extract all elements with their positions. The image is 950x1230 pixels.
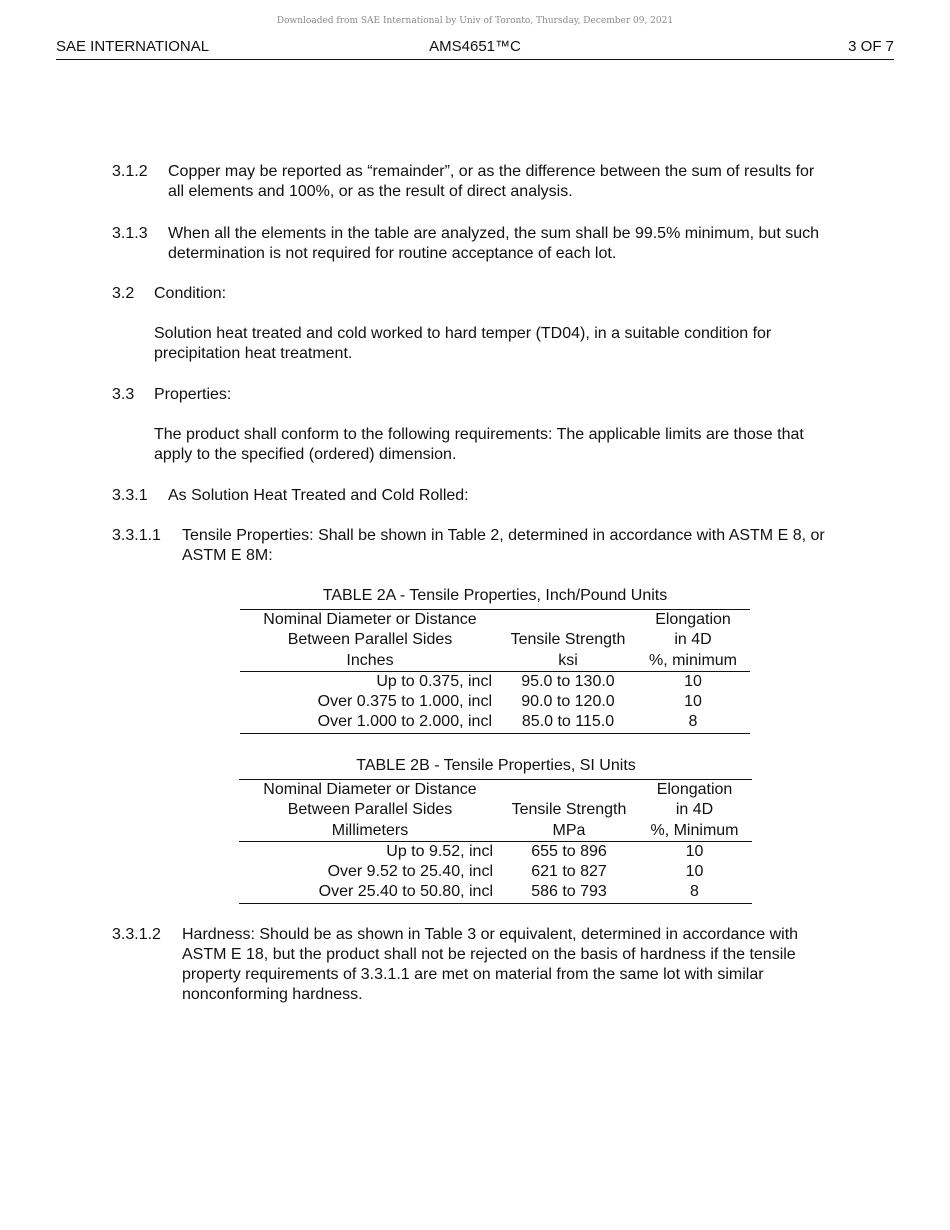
section-text-line: Tensile Properties: Shall be shown in Table 2, determined in accordance with ASTM E 8, or [182,527,825,544]
section-text-line: apply to the specified (ordered) dimension. [154,446,457,463]
header-cell: in 4D [674,631,712,649]
header-cell: Tensile Strength [511,801,627,819]
section-3-2 [112,284,902,304]
section-number: 3.3 [112,386,135,403]
elongation-cell: 10 [685,863,704,881]
table-header-row [240,630,750,650]
section-heading: Properties: [154,386,232,403]
section-text-line: Hardness: Should be as shown in Table 3 or equivalent, determined in accordance with [182,926,799,943]
header-cell: ksi [500,651,636,672]
table-row [239,841,752,862]
section-text-line: ASTM E 18, but the product shall not be rejected on the basis of hardness if the tensile [182,946,796,963]
header-cell [500,610,636,631]
section-3-3-1 [112,486,902,506]
table-row [239,862,752,882]
section-3-2-body [154,324,914,364]
table-row [240,692,750,712]
tensile-cell: 655 to 896 [531,842,607,860]
table-header-row [239,800,752,820]
table-row [239,882,752,903]
header-cell: Between Parallel Sides [287,801,453,819]
section-number: 3.1.3 [112,225,148,242]
section-heading: As Solution Heat Treated and Cold Rolled: [168,487,469,504]
size-cell: Over 9.52 to 25.40, incl [327,863,493,881]
table-header-row [240,651,750,672]
section-text-line: precipitation heat treatment. [154,345,353,362]
section-text-line: The product shall conform to the following requirements: The applicable limits are those that [154,426,804,443]
header-org: SAE INTERNATIONAL [56,38,210,55]
header-cell: Between Parallel Sides [287,631,453,649]
section-3-3-1-2 [112,925,902,1005]
table-2b-title: TABLE 2B - Tensile Properties, SI Units [356,757,636,774]
table-row [240,671,750,692]
header-cell: %, minimum [636,651,750,672]
elongation-cell: 10 [684,693,702,711]
section-number: 3.3.1.2 [112,926,161,943]
section-3-3 [112,385,902,405]
section-text-line: Solution heat treated and cold worked to hard temper (TD04), in a suitable condition for [154,325,772,342]
section-3-1-3 [112,224,902,264]
header-page-number: 3 OF 7 [848,38,894,55]
size-cell: Up to 9.52, incl [386,842,493,860]
section-text-line: Copper may be reported as “remainder”, or as the difference between the sum of results for [168,163,815,180]
table-2a [240,609,750,734]
section-text-line: determination is not required for routine acceptance of each lot. [168,245,617,262]
elongation-cell: 8 [688,713,698,731]
section-text-line: When all the elements in the table are analyzed, the sum shall be 99.5% minimum, but such [168,225,820,242]
header-cell: Inches [240,651,500,672]
header-cell: Elongation [656,781,733,798]
header-doc-number: AMS4651™C [429,38,521,55]
size-cell: Over 25.40 to 50.80, incl [318,883,493,901]
section-number: 3.2 [112,285,135,302]
page-header [56,38,894,60]
size-cell: Up to 0.375, incl [376,672,492,690]
section-3-3-1-1 [112,526,902,566]
tensile-cell: 586 to 793 [531,883,607,901]
elongation-cell: 8 [690,883,699,901]
table-header-row [240,610,750,631]
section-number: 3.3.1 [112,487,148,504]
section-text-line: nonconforming hardness. [182,986,363,1003]
section-text-line: property requirements of 3.3.1.1 are met on material from the same lot with similar [182,966,764,983]
header-cell: Tensile Strength [510,631,626,649]
tensile-cell: 90.0 to 120.0 [521,693,615,711]
section-number: 3.3.1.1 [112,527,161,544]
section-3-3-body [154,425,914,465]
table-row [240,712,750,733]
tensile-cell: 621 to 827 [531,863,607,881]
download-watermark: Downloaded from SAE International by Univ of Toronto, Thursday, December 09, 2021 [276,16,674,26]
section-number: 3.1.2 [112,163,148,180]
header-cell [501,780,637,801]
section-heading: Condition: [154,285,227,302]
size-cell: Over 1.000 to 2.000, incl [317,713,492,731]
section-3-1-2 [112,162,902,202]
section-text-line: all elements and 100%, or as the result of direct analysis. [168,183,573,200]
header-cell: in 4D [675,801,714,819]
section-text-line: ASTM E 8M: [182,547,273,564]
header-cell: Millimeters [239,821,501,842]
elongation-cell: 10 [684,672,702,690]
table-header-row [239,780,752,801]
table-header-row [239,821,752,842]
header-cell: Nominal Diameter or Distance [263,611,477,628]
table-2b [239,779,752,904]
header-cell: Elongation [655,611,731,628]
header-cell: %, Minimum [637,821,752,842]
table-2a-title: TABLE 2A - Tensile Properties, Inch/Pound Units [322,587,668,604]
elongation-cell: 10 [685,842,704,860]
tensile-cell: 95.0 to 130.0 [521,672,615,690]
size-cell: Over 0.375 to 1.000, incl [317,693,492,711]
tensile-cell: 85.0 to 115.0 [521,713,615,731]
header-cell: MPa [501,821,637,842]
header-cell: Nominal Diameter or Distance [263,781,477,798]
